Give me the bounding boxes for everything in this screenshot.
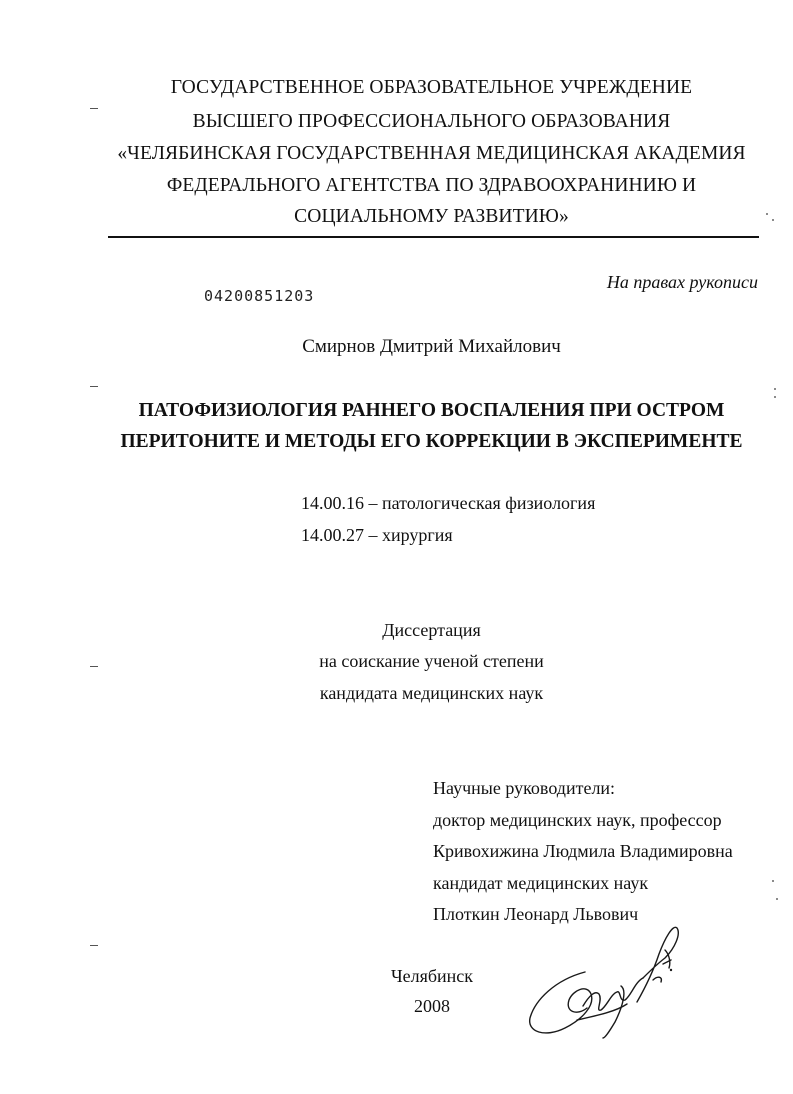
margin-mark: [90, 108, 98, 109]
year: 2008: [414, 996, 450, 1016]
author-name: Смирнов Дмитрий Михайлович: [302, 336, 561, 357]
header-divider: [108, 236, 759, 238]
institution-line-4: ФЕДЕРАЛЬНОГО АГЕНТСТВА ПО ЗДРАВООХРАНИНИЮ И: [166, 175, 697, 196]
signature: [525, 920, 690, 1045]
title-line-2: ПЕРИТОНИТЕ И МЕТОДЫ ЕГО КОРРЕКЦИИ В ЭКСПЕРИМЕНТЕ: [120, 431, 743, 452]
margin-mark: [90, 945, 98, 946]
specialty-2: 14.00.27 – хирургия: [301, 525, 453, 545]
margin-mark: [90, 666, 98, 667]
supervisor-1-name: Кривохижина Людмила Владимировна: [433, 841, 733, 861]
title-line-1: ПАТОФИЗИОЛОГИЯ РАННЕГО ВОСПАЛЕНИЯ ПРИ ОСТРОМ: [138, 400, 725, 421]
institution-line-1: ГОСУДАРСТВЕННОЕ ОБРАЗОВАТЕЛЬНОЕ УЧРЕЖДЕНИЕ: [170, 77, 693, 98]
rights-note: На правах рукописи: [606, 272, 758, 292]
dissertation-line-2: на соискание ученой степени: [319, 651, 544, 671]
document-number: 04200851203: [204, 287, 315, 305]
specialty-1: 14.00.16 – патологическая физиология: [301, 493, 596, 513]
scan-speck: [774, 396, 776, 398]
supervisor-2-degree: кандидат медицинских наук: [433, 873, 649, 893]
supervisor-2-name: Плоткин Леонард Львович: [433, 904, 639, 924]
scan-speck: [772, 880, 774, 882]
institution-line-2: ВЫСШЕГО ПРОФЕССИОНАЛЬНОГО ОБРАЗОВАНИЯ: [192, 111, 671, 132]
institution-line-5: СОЦИАЛЬНОМУ РАЗВИТИЮ»: [294, 206, 569, 227]
supervisors-heading: Научные руководители:: [433, 778, 616, 798]
scan-speck: [772, 219, 774, 221]
dissertation-line-1: Диссертация: [382, 620, 481, 640]
scan-speck: [774, 388, 776, 390]
margin-mark: [90, 386, 98, 387]
scan-speck: [776, 898, 778, 900]
scan-speck: [766, 213, 768, 215]
city: Челябинск: [390, 966, 474, 986]
dissertation-line-3: кандидата медицинских наук: [319, 683, 544, 703]
institution-line-3: «ЧЕЛЯБИНСКАЯ ГОСУДАРСТВЕННАЯ МЕДИЦИНСКАЯ АКАДЕМИЯ: [117, 143, 746, 164]
supervisor-1-degree: доктор медицинских наук, профессор: [433, 810, 722, 830]
